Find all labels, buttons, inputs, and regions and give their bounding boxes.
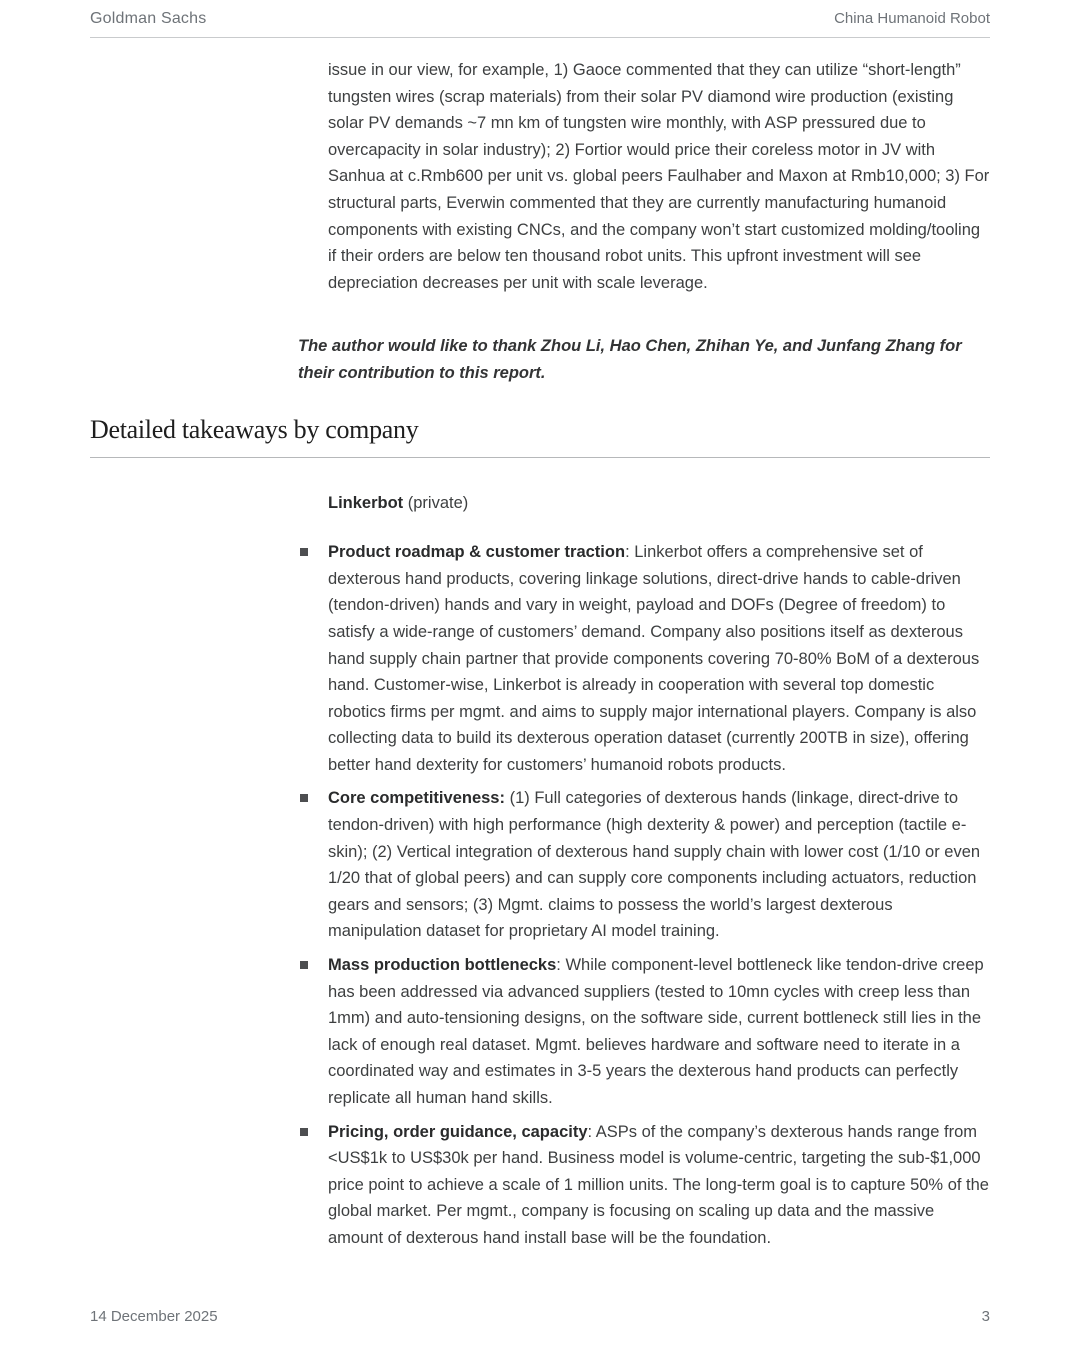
footer-date: 14 December 2025 bbox=[90, 1308, 218, 1325]
bullet-square-icon bbox=[300, 1128, 308, 1136]
page-header bbox=[90, 0, 990, 38]
takeaway-item-core-competitiveness bbox=[300, 785, 990, 945]
bullet-label: Mass production bottlenecks bbox=[328, 956, 557, 975]
page-number: 3 bbox=[981, 1308, 990, 1325]
bullet-square-icon bbox=[300, 548, 308, 556]
company-line bbox=[328, 490, 990, 517]
bullet-label: Product roadmap & customer traction bbox=[328, 543, 626, 562]
bullet-square-icon bbox=[300, 961, 308, 969]
bullet-body: (1) Full categories of dexterous hands (linkage, direct-drive to tendon-driven) with high performance (high dexterity & power) and perception (tactile e-skin); (2) Vertical integration of dexterous hand supply chain with lower cost (1/10 or even 1/20 that of global peers) and can supply core components including actuators, reduction gears and sensors; (3) Mgmt. claims to possess the world’s largest dexterous manipulation dataset for proprietary AI model training. bbox=[328, 789, 981, 941]
intro-paragraph: issue in our view, for example, 1) Gaoce commented that they can utilize “short-length” tungsten wires (scrap materials) from their solar PV diamond wire production (existing solar PV demands ~7 mn km of tungsten wire monthly, with ASP pressured due to overcapacity in solar industry); 2) Fortior would price their coreless motor in JV with Sanhua at c.Rmb600 per unit vs. global peers Faulhaber and Maxon at Rmb10,000; 3) For structural parts, Everwin commented that they are currently manufacturing humanoid components with existing CNCs, and the company won’t start customized molding/tooling if their orders are below ten thousand robot units. This upfront investment will see depreciation decreases per unit with scale leverage. bbox=[328, 61, 990, 292]
company-suffix: (private) bbox=[403, 493, 469, 512]
section-heading: Detailed takeaways by company bbox=[90, 415, 990, 458]
takeaway-item-product-roadmap bbox=[300, 539, 990, 778]
bullet-label: Pricing, order guidance, capacity bbox=[328, 1122, 588, 1141]
bullet-body: : While component-level bottleneck like tendon-drive creep has been addressed via advanced suppliers (tested to 10mn cycles with creep less than 1mm) and auto-tensioning designs, on the software side, current bottleneck still lies in the lack of enough real dataset. Mgmt. believes hardware and software need to iterate in a coordinated way and estimates in 3-5 years the dexterous hand products can perfectly replicate all human hand skills. bbox=[328, 956, 984, 1107]
acknowledgment-note: The author would like to thank Zhou Li, Hao Chen, Zhihan Ye, and Junfang Zhang for their contribution to this report. bbox=[298, 337, 962, 382]
report-title: China Humanoid Robot bbox=[834, 10, 990, 27]
page-footer bbox=[90, 1308, 990, 1325]
bullet-square-icon bbox=[300, 794, 308, 802]
takeaway-item-mass-production bbox=[300, 952, 990, 1112]
bullet-body: : Linkerbot offers a comprehensive set of dexterous hand products, covering linkage solutions, direct-drive hands to cable-driven (tendon-driven) hands and vary in weight, payload and DOFs (Degree of freedom) to satisfy a wide-range of customers’ demand. Company also positions itself as dexterous hand supply chain partner that provide components covering 70-80% BoM of a dexterous hand. Customer-wise, Linkerbot is already in cooperation with several top domestic robotics firms per mgmt. and aims to supply major international players. Company is also collecting data to build its dexterous operation dataset (currently 200TB in size), offering better hand dexterity for customers’ humanoid robots products. bbox=[328, 543, 980, 774]
takeaway-list bbox=[300, 539, 990, 1251]
bullet-label: Core competitiveness: bbox=[328, 789, 505, 808]
company-name: Linkerbot bbox=[328, 493, 404, 512]
bullet-body: : ASPs of the company’s dexterous hands range from <US$1k to US$30k per hand. Business model is volume-centric, targeting the sub-$1,000 price point to achieve a scale of 1 million units. The long-term goal is to capture 50% of the global market. Per mgmt., company is focusing on scaling up data and the massive amount of dexterous hand install base will be the foundation. bbox=[328, 1122, 989, 1247]
takeaway-item-pricing bbox=[300, 1119, 990, 1252]
brand-name: Goldman Sachs bbox=[90, 10, 207, 27]
